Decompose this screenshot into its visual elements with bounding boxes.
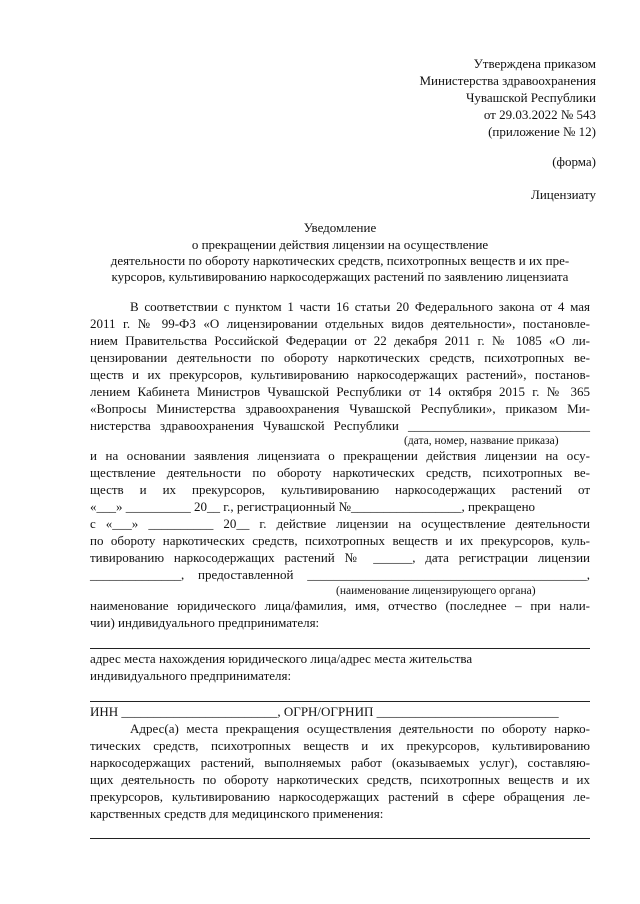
approval-line: (приложение № 12) xyxy=(488,124,596,139)
paragraph-line: прекурсоров, культивированию наркосодержащих растений в сфере обращения ле- xyxy=(90,789,590,804)
paragraph-line: тивированию наркосодержащих растений № ______, дата регистрации лицензии xyxy=(90,550,590,565)
applicant-name-label: чии) индивидуального предпринимателя: xyxy=(90,615,320,630)
licensing-body-caption: (наименование лицензирующего органа) xyxy=(336,585,536,597)
applicant-name-label: наименование юридического лица/фамилия, имя, отчество (последнее – при нали- xyxy=(90,598,590,613)
approval-line: от 29.03.2022 № 543 xyxy=(483,107,596,122)
paragraph-line: ществление деятельности по обороту наркотических средств, психотропных ве- xyxy=(90,465,590,480)
paragraph-line: «___» __________ 20__ г., регистрационный №_________________, прекращено xyxy=(90,499,536,514)
recipient-label: Лицензиату xyxy=(531,187,596,202)
paragraph-line: и на основании заявления лицензиата о прекращении действия лицензии на осу- xyxy=(90,448,590,463)
paragraph-line: цензировании деятельности по обороту наркотических средств, психотропных ве- xyxy=(90,350,590,365)
approval-line: Утверждена приказом xyxy=(473,56,596,71)
paragraph-line: лением Кабинета Министров Чувашской Республики от 14 октября 2015 г. № 365 xyxy=(90,384,590,399)
paragraph-line: тических средств, психотропных веществ и их прекурсоров, культивированию xyxy=(90,738,590,753)
paragraph-line: Адрес(а) места прекращения осуществления деятельности по обороту нарко- xyxy=(130,721,590,736)
paragraph-line: наркосодержащих растений, выполняемых работ (оказываемых услуг), составляю- xyxy=(90,755,590,770)
address-label: адрес места нахождения юридического лица/адрес места жительства xyxy=(90,651,473,666)
applicant-name-line xyxy=(90,648,590,649)
address-line xyxy=(90,701,590,702)
paragraph-line: с «___» __________ 20__ г. действие лицензии на осуществление деятельности xyxy=(90,516,590,531)
paragraph-line: ществ и их прекурсоров, культивированию наркосодержащих растений от xyxy=(90,482,590,497)
document-title: Уведомление xyxy=(303,220,377,235)
order-caption: (дата, номер, название приказа) xyxy=(404,435,559,447)
approval-line: Министерства здравоохранения xyxy=(419,73,596,88)
document-subtitle: курсоров, культивированию наркосодержащих растений по заявлению лицензиата xyxy=(111,269,569,284)
paragraph-line: по обороту наркотических средств, психотропных веществ и их прекурсоров, куль- xyxy=(90,533,590,548)
paragraph-line: В соответствии с пунктом 1 части 16 статьи 20 Федерального закона от 4 мая xyxy=(130,299,590,314)
paragraph-line: ______________, предоставленной ___________________________________________, xyxy=(90,567,590,582)
paragraph-line: «Вопросы Министерства здравоохранения Чувашской Республики», приказом Ми- xyxy=(90,401,590,416)
paragraph-line: нистерства здравоохранения Чувашской Республики ____________________________ xyxy=(90,418,590,433)
paragraph-line: карственных средств для медицинского применения: xyxy=(90,806,384,821)
address-label: индивидуального предпринимателя: xyxy=(90,668,292,683)
paragraph-line: 2011 г. № 99-ФЗ «О лицензировании отдельных видов деятельности», постановле- xyxy=(90,316,590,331)
approval-line: Чувашской Республики xyxy=(465,90,596,105)
document-subtitle: деятельности по обороту наркотических средств, психотропных веществ и их пре- xyxy=(110,253,570,268)
paragraph-line: щих деятельность по обороту наркотических средств, психотропных веществ и их xyxy=(90,772,590,787)
form-label: (форма) xyxy=(552,154,596,169)
document-subtitle: о прекращении действия лицензии на осуществление xyxy=(191,237,489,252)
paragraph-line: нием Правительства Российской Федерации от 22 декабря 2011 г. № 1085 «О ли- xyxy=(90,333,590,348)
inn-ogrn-line: ИНН ________________________, ОГРН/ОГРНИП ____________________________ xyxy=(90,704,559,719)
addresses-line xyxy=(90,838,590,839)
paragraph-line: ществ и их прекурсоров, культивированию наркосодержащих растений», постанов- xyxy=(90,367,590,382)
